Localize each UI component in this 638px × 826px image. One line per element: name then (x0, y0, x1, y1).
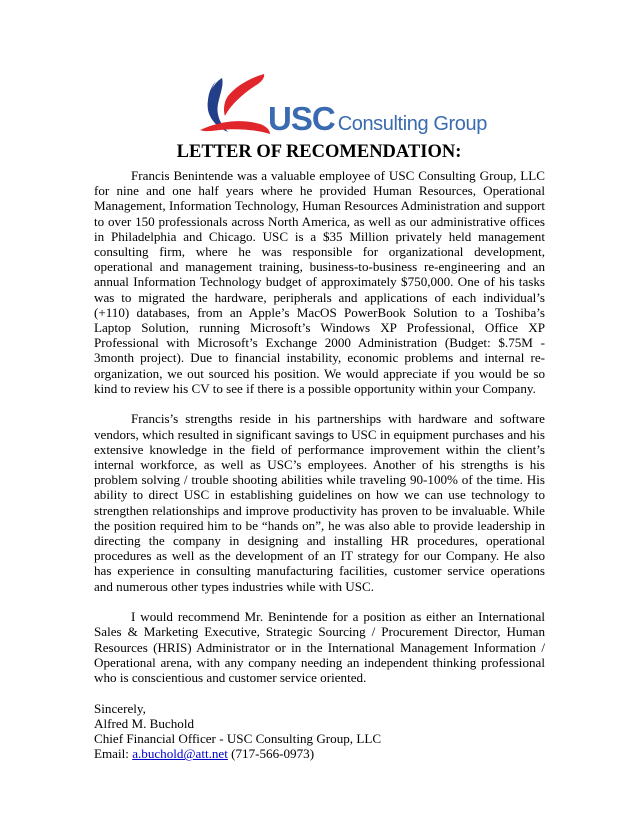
logo-wordmark (268, 102, 487, 135)
email-link[interactable]: a.buchold@att.net (132, 746, 228, 762)
contact-line (94, 746, 545, 761)
letter-body (94, 168, 545, 761)
logo-usc-text: USC (268, 100, 335, 137)
letter-title: LETTER OF RECOMENDATION: (176, 142, 462, 162)
logo-consulting-group-text: Consulting Group (337, 113, 487, 135)
paragraph-introduction: Francis Benintende was a valuable employee of USC Consulting Group, LLC for nine and one half years where he provided Human Resources, Operational Management, Information Technology, Human Resources Administration and support to over 150 professionals across North America, as well as our administrative offices in Philadelphia and Chicago. USC is a $35 Million privately held management consulting firm, where he was responsible for organizational development, operational and management training, business-to-business re-engineering and an annual Information Technology budget of approximately $750,000. One of his tasks was to migrated the hardware, peripherals and applications of each individual’s (+110) databases, from an Apple’s MacOS PowerBook Solution to a Toshiba’s Laptop Solution, running Microsoft’s Windows XP Professional, Office XP Professional with Microsoft’s Exchange 2000 Administration (Budget: $.75M - 3month project). Due to financial instability, economic problems and internal re-organization, we out sourced his position. We would appreciate if you would be so kind to review his CV to see if there is a possible opportunity within your Company. (94, 168, 545, 396)
letter-closing (94, 701, 545, 762)
paragraph-strengths: Francis’s strengths reside in his partnerships with hardware and software vendors, which resulted in significant savings to USC in equipment purchases and his extensive knowledge in the field of performance improvement within the client’s internal workforce, as well as USC’s employees. Another of his strengths is his problem solving / trouble shooting abilities while traveling 90-100% of the time. His ability to direct USC in establishing guidelines on how we can use technology to strengthen relationships and improve productivity has proven to be invaluable. While the position required him to be “hands on”, he was also able to provide leadership in directing the company in designing and installing HR procedures, operational procedures as well as the development of an IT strategy for our Company. He also has experience in consulting manufacturing facilities, customer service operations and numerous other types industries while with USC. (94, 411, 545, 594)
phone-number: (717-566-0973) (227, 746, 315, 762)
paragraph-recommendation: I would recommend Mr. Benintende for a position as either an International Sales & Marketing Executive, Strategic Sourcing / Procurement Director, Human Resources (HRIS) Administrator or in the International Management Information / Operational arena, with any company needing an independent thinking professional who is conscientious and customer service oriented. (94, 609, 545, 686)
salutation: Sincerely, (94, 700, 146, 716)
company-logo (198, 72, 487, 142)
signer-name: Alfred M. Buchold (94, 715, 195, 731)
signer-position: Chief Financial Officer - USC Consulting Group, LLC (94, 731, 382, 747)
email-label: Email: (94, 746, 133, 762)
